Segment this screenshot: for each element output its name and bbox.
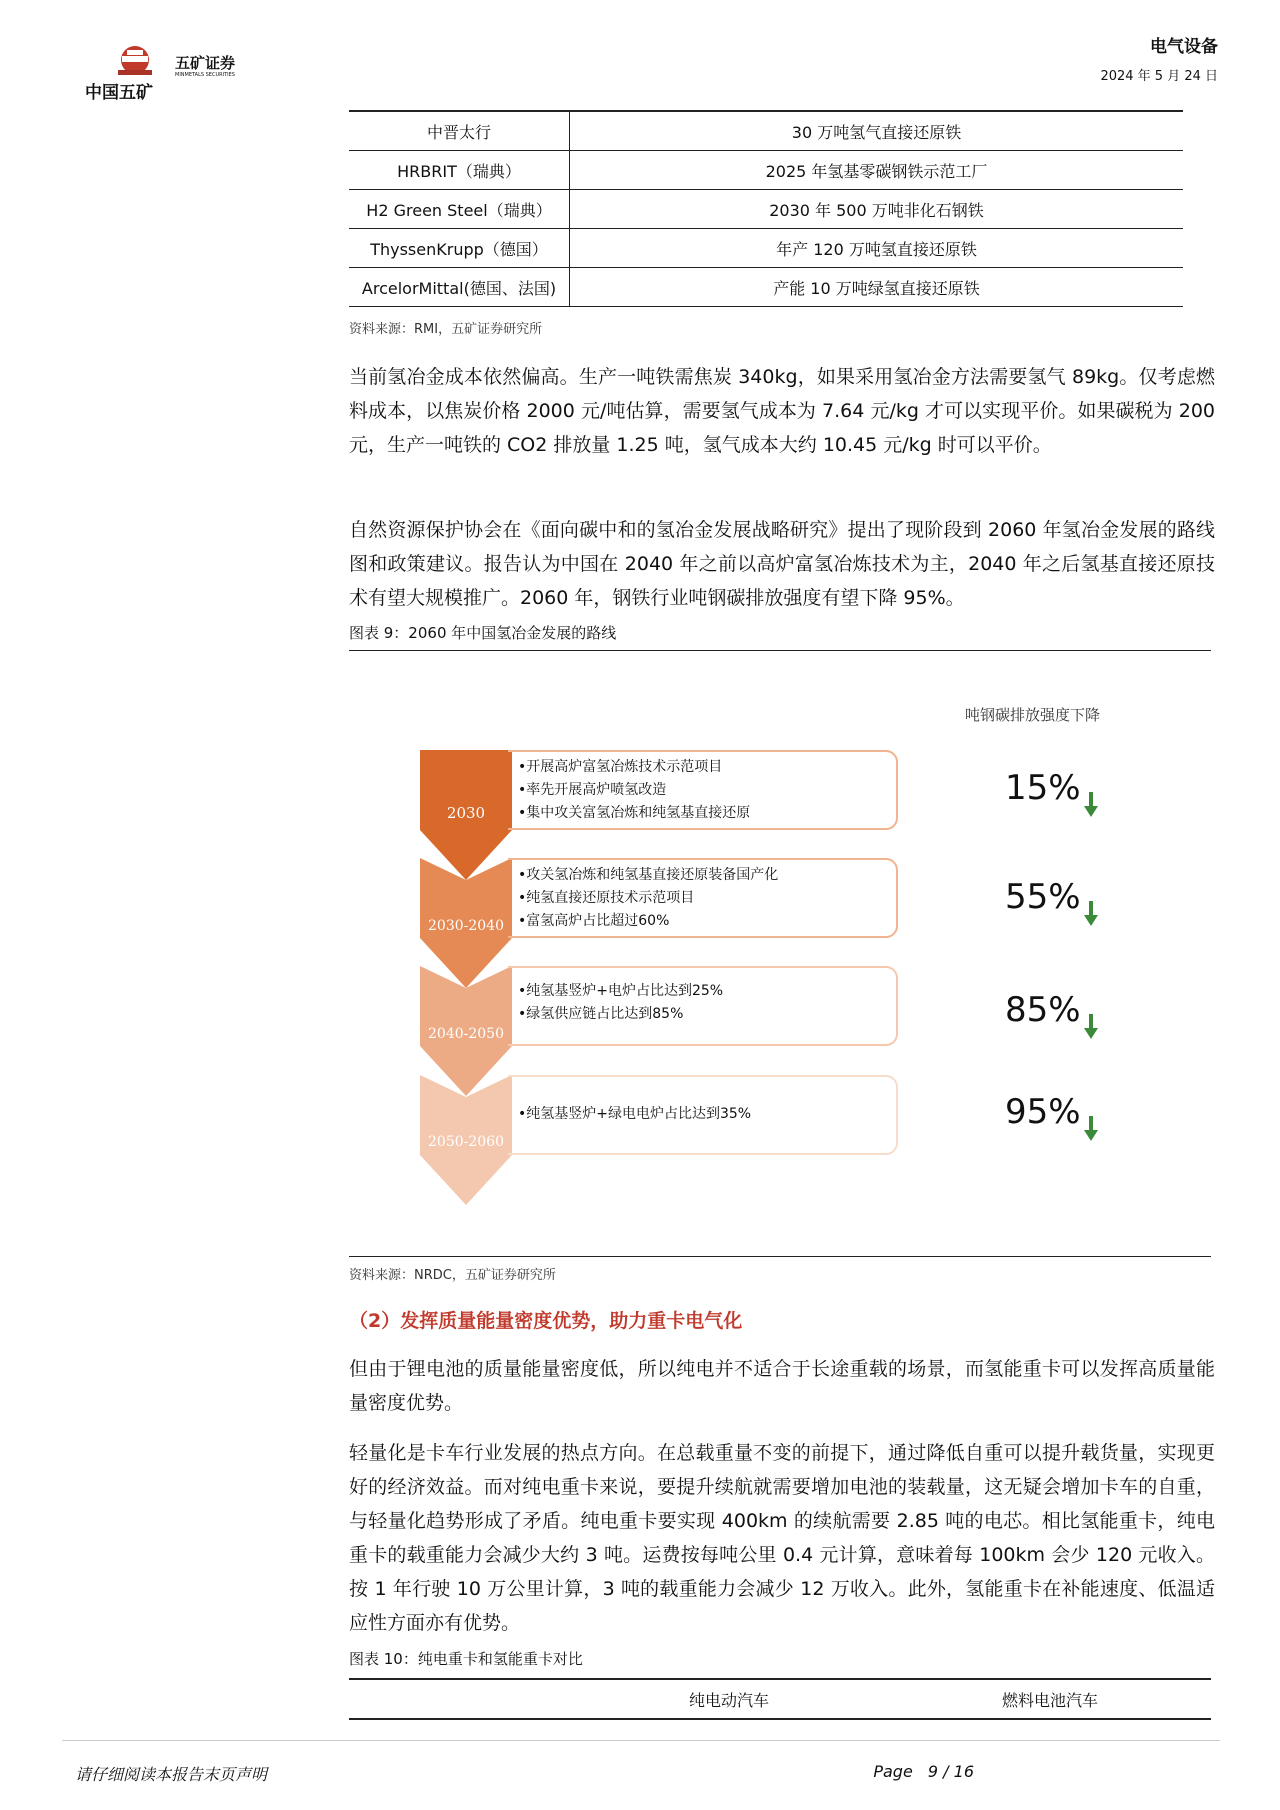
table-cell: 产能 10 万吨绿氢直接还原铁: [570, 268, 1184, 307]
reduction-value: 95%: [1005, 1092, 1081, 1132]
report-date: 2024 年 5 月 24 日: [1100, 69, 1218, 84]
brand-sub: 五矿证券: [175, 54, 236, 72]
stage-item: •率先开展高炉喷氢改造: [518, 782, 667, 798]
figure9-bottom-rule: [349, 1256, 1211, 1257]
reduction-column-header: 吨钢碳排放强度下降: [965, 706, 1101, 724]
table-cell: 中晋太行: [349, 111, 570, 151]
paragraph-cost: 当前氢冶金成本依然偏高。生产一吨铁需焦炭 340kg，如果采用氢冶金方法需要氢气 89kg。仅考虑燃料成本，以焦炭价格 2000 元/吨估算，需要氢气成本为 7.64 元/kg 才可以实现平价。如果碳税为 200 元，生产一吨铁的 CO2 排放量 1.25 吨，氢气成本大约 10.45 元/kg 时可以平价。: [349, 366, 1215, 456]
section-heading: （2）发挥质量能量密度优势，助力重卡电气化: [349, 1310, 743, 1332]
page-indicator: [873, 1762, 974, 1781]
table-cell: ThyssenKrupp（德国）: [349, 229, 570, 268]
table-cell: 30 万吨氢气直接还原铁: [570, 111, 1184, 151]
figure9-source: 资料来源：NRDC，五矿证券研究所: [349, 1268, 556, 1283]
stage-item: •纯氢基竖炉+绿电电炉占比达到35%: [518, 1106, 752, 1122]
stage-item: •绿氢供应链占比达到85%: [518, 1006, 684, 1022]
roadmap-diagram: [420, 750, 1220, 1210]
stage-period: 2030: [446, 804, 486, 822]
stage-item: •集中攻关富氢冶炼和纯氢基直接还原: [518, 805, 751, 821]
stage-period: 2040-2050: [428, 1026, 504, 1042]
stage-item: •攻关氢冶炼和纯氢基直接还原装备国产化: [518, 867, 779, 883]
table-cell: H2 Green Steel（瑞典）: [349, 190, 570, 229]
page-label: Page: [873, 1762, 913, 1781]
table-row: [349, 229, 1183, 268]
paragraph-energy-density: 但由于锂电池的质量能量密度低，所以纯电并不适合于长途重载的场景，而氢能重卡可以发挥高质量能量密度优势。: [349, 1358, 1215, 1414]
down-arrow-icon: [1084, 792, 1098, 818]
table-cell: HRBRIT（瑞典）: [349, 151, 570, 190]
table-row: [349, 268, 1183, 307]
reduction-value: 15%: [1005, 768, 1081, 808]
down-arrow-icon: [1084, 901, 1098, 927]
table-cell: 2025 年氢基零碳钢铁示范工厂: [570, 151, 1184, 190]
table-row: [349, 190, 1183, 229]
figure10-title: 图表 10：纯电重卡和氢能重卡对比: [349, 1650, 583, 1668]
stage-box: [508, 750, 898, 830]
brand-cn: 中国五矿: [85, 83, 153, 103]
table1-source: 资料来源：RMI，五矿证券研究所: [349, 322, 543, 337]
hydrogen-projects-table: [349, 110, 1183, 307]
footer-disclaimer: 请仔细阅读本报告末页声明: [75, 1765, 268, 1784]
figure9-top-rule: [349, 650, 1211, 651]
table-row: [349, 151, 1183, 190]
down-arrow-icon: [1084, 1116, 1098, 1142]
stage-item: •纯氢直接还原技术示范项目: [518, 890, 695, 906]
paragraph-lightweight: 轻量化是卡车行业发展的热点方向。在总载重量不变的前提下，通过降低自重可以提升载货量，实现更好的经济效益。而对纯电重卡来说，要提升续航就需要增加电池的装载量，这无疑会增加卡车的自重，与轻量化趋势形成了矛盾。纯电重卡要实现 400km 的续航需要 2.85 吨的电芯。相比氢能重卡，纯电重卡的载重能力会减少大约 3 吨。运费按每吨公里 0.4 元计算，意味着每 100km 会少 120 元收入。按 1 年行驶 10 万公里计算，3 吨的载重能力会减少 12 万收入。此外，氢能重卡在补能速度、低温适应性方面亦有优势。: [349, 1442, 1215, 1634]
table-cell: ArcelorMittal(德国、法国): [349, 268, 570, 307]
stage-box: [508, 858, 898, 938]
footer-divider: [62, 1740, 1220, 1741]
paragraph-roadmap: 自然资源保护协会在《面向碳中和的氢冶金发展战略研究》提出了现阶段到 2060 年氢冶金发展的路线图和政策建议。报告认为中国在 2040 年之前以高炉富氢冶炼技术为主，2040 年之后氢基直接还原技术有望大规模推广。2060 年，钢铁行业吨钢碳排放强度有望下降 95%。: [349, 519, 1215, 609]
sector-label: 电气设备: [1150, 37, 1218, 57]
table-header-row: [349, 1679, 1211, 1719]
stage-period: 2050-2060: [428, 1134, 504, 1150]
stage-period: 2030-2040: [428, 918, 504, 934]
table-row: [349, 111, 1183, 151]
table-header-cell: [349, 1679, 569, 1719]
table-header-cell: 纯电动汽车: [569, 1679, 889, 1719]
stage-item: •富氢高炉占比超过60%: [518, 913, 670, 929]
table-header-cell: 燃料电池汽车: [889, 1679, 1211, 1719]
table-cell: 年产 120 万吨氢直接还原铁: [570, 229, 1184, 268]
figure9-title: 图表 9：2060 年中国氢冶金发展的路线: [349, 624, 617, 642]
truck-comparison-table: [349, 1678, 1211, 1720]
down-arrow-icon: [1084, 1014, 1098, 1040]
brand-en: MINMETALS SECURITIES: [175, 72, 235, 78]
stage-box: [508, 1075, 898, 1155]
logo-emblem-icon: [100, 42, 170, 82]
reduction-value: 85%: [1005, 990, 1081, 1030]
reduction-value: 55%: [1005, 877, 1081, 917]
report-header: [1100, 32, 1218, 84]
stage-item: •开展高炉富氢冶炼技术示范项目: [518, 759, 723, 775]
table-cell: 2030 年 500 万吨非化石钢铁: [570, 190, 1184, 229]
stage-item: •纯氢基竖炉+电炉占比达到25%: [518, 983, 724, 999]
company-logo: [85, 42, 285, 102]
stage-box: [508, 966, 898, 1046]
page-number: 9 / 16: [927, 1762, 974, 1781]
